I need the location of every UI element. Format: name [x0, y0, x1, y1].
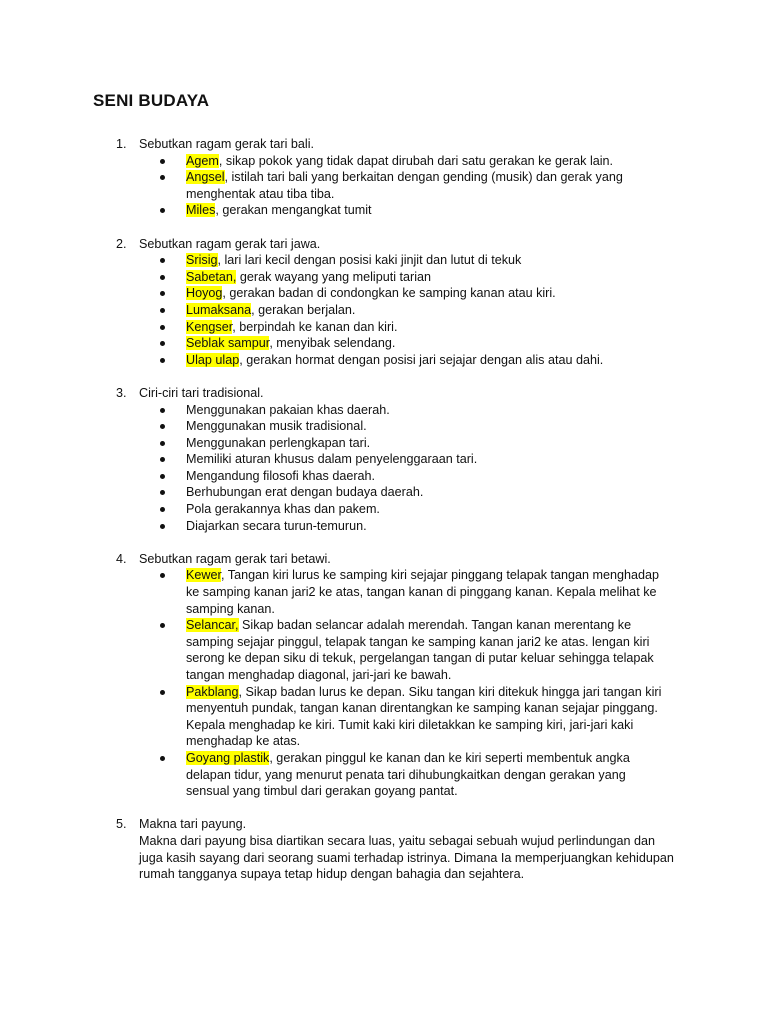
- bullet-item: [0, 269, 670, 286]
- bullet-text: , gerakan badan di condongkan ke samping kanan atau kiri.: [222, 286, 556, 301]
- highlighted-term: Selancar,: [186, 618, 239, 633]
- question-section: [0, 551, 768, 800]
- bullet-text: Menggunakan perlengkapan tari.: [186, 435, 371, 450]
- bullet-item: [0, 302, 670, 319]
- bullet-item: [0, 468, 670, 485]
- bullet-text: Menggunakan pakaian khas daerah.: [186, 402, 390, 417]
- answer-paragraph: Makna dari payung bisa diartikan secara luas, yaitu sebagai sebuah wujud perlindungan dan juga kasih sayang dari seorang suami terhadap istrinya. Dimana Ia memperjuangkan kehidupan rumah tangganya supaya tetap hidup dengan bahagia dan sejahtera.: [139, 833, 674, 882]
- bullet-item: [0, 567, 670, 617]
- bullet-text: , Tangan kiri lurus ke samping kiri sejajar pinggang telapak tangan menghadap ke samping kanan jari2 ke atas, tangan kanan di pinggang kanan. Kepala melihat ke samping kanan.: [186, 568, 660, 616]
- question-text: Makna tari payung.: [139, 817, 247, 832]
- bullet-text: , berpindah ke kanan dan kiri.: [232, 319, 398, 334]
- bullet-text: , gerakan berjalan.: [251, 302, 356, 317]
- bullet-item: [0, 153, 670, 170]
- question-line: [0, 385, 768, 402]
- bullet-list: [0, 402, 768, 535]
- bullet-text: , gerakan pinggul ke kanan dan ke kiri seperti membentuk angka delapan tidur, yang menurut penata tari dihubungkaitkan dengan gerakan yang sensual yang timbul dari gerakan goyang pantat.: [186, 750, 630, 799]
- highlighted-term: Hoyog: [186, 286, 223, 301]
- highlighted-term: Pakblang: [186, 684, 239, 699]
- bullet-text: Berhubungan erat dengan budaya daerah.: [186, 485, 424, 500]
- bullet-item: [0, 617, 670, 683]
- bullet-item: [0, 402, 670, 419]
- highlighted-term: Sabetan,: [186, 269, 237, 284]
- bullet-text: Menggunakan musik tradisional.: [186, 419, 367, 434]
- bullet-item: [0, 484, 670, 501]
- question-section: [0, 385, 768, 534]
- question-line: [0, 236, 768, 253]
- highlighted-term: Goyang plastik: [186, 750, 270, 765]
- question-text: Sebutkan ragam gerak tari betawi.: [139, 551, 331, 566]
- bullet-text: gerak wayang yang meliputi tarian: [236, 269, 432, 284]
- bullet-text: Diajarkan secara turun-temurun.: [186, 518, 367, 533]
- highlighted-term: Miles: [186, 203, 216, 218]
- bullet-item: [0, 252, 670, 269]
- bullet-item: [0, 169, 670, 202]
- question-text: Ciri-ciri tari tradisional.: [139, 385, 264, 400]
- bullet-text: Pola gerakannya khas dan pakem.: [186, 502, 380, 517]
- question-section: [0, 136, 768, 219]
- bullet-text: , gerakan mengangkat tumit: [215, 203, 372, 218]
- bullet-text: , sikap pokok yang tidak dapat dirubah dari satu gerakan ke gerak lain.: [218, 153, 614, 168]
- bullet-list: [0, 567, 768, 799]
- bullet-item: [0, 418, 670, 435]
- highlighted-term: Agem: [186, 153, 219, 168]
- question-number: 2.: [116, 236, 127, 251]
- question-text: Sebutkan ragam gerak tari jawa.: [139, 236, 321, 251]
- question-number: 1.: [116, 137, 127, 151]
- question-number: 5.: [116, 817, 127, 832]
- question-line: [0, 136, 768, 153]
- bullet-text: , lari lari kecil dengan posisi kaki jinjit dan lutut di tekuk: [217, 253, 522, 268]
- bullet-item: [0, 335, 670, 352]
- bullet-text: , istilah tari bali yang berkaitan dengan gending (musik) dan gerak yang menghentak atau tiba tiba.: [186, 170, 623, 201]
- bullet-item: [0, 319, 670, 336]
- question-section: [0, 236, 768, 369]
- highlighted-term: Ulap ulap: [186, 352, 240, 367]
- highlighted-term: Srisig: [186, 253, 218, 268]
- bullet-item: [0, 501, 670, 518]
- bullet-item: [0, 435, 670, 452]
- question-text: Sebutkan ragam gerak tari bali.: [139, 137, 315, 151]
- document-body: [0, 136, 768, 883]
- bullet-item: [0, 451, 670, 468]
- bullet-list: [0, 153, 768, 219]
- bullet-text: , Sikap badan lurus ke depan. Siku tangan kiri ditekuk hingga jari tangan kiri menyentuh pundak, tangan kanan direntangkan ke samping kanan sejajar pinggang. Kepala menghadap ke kiri. Tumit kaki kiri diletakkan ke samping kiri, jari-jari kaki menghadap ke atas.: [186, 684, 662, 749]
- bullet-item: [0, 352, 670, 369]
- bullet-text: , menyibak selendang.: [269, 336, 396, 351]
- question-section: [0, 816, 768, 882]
- page-title: SENI BUDAYA: [93, 91, 210, 110]
- highlighted-term: Angsel: [186, 170, 225, 185]
- bullet-item: [0, 750, 670, 800]
- bullet-text: Mengandung filosofi khas daerah.: [186, 468, 376, 483]
- bullet-item: [0, 285, 670, 302]
- bullet-item: [0, 202, 670, 219]
- bullet-item: [0, 518, 670, 535]
- bullet-list: [0, 252, 768, 368]
- question-number: 4.: [116, 551, 127, 566]
- highlighted-term: Seblak sampur: [186, 336, 270, 351]
- highlighted-term: Kengser: [186, 319, 233, 334]
- bullet-text: , gerakan hormat dengan posisi jari sejajar dengan alis atau dahi.: [239, 352, 604, 367]
- highlighted-term: Kewer: [186, 568, 222, 583]
- highlighted-term: Lumaksana: [186, 302, 252, 317]
- bullet-text: Sikap badan selancar adalah merendah. Tangan kanan merentang ke samping sejajar pinggul, telapak tangan ke samping kanan jari2 ke atas. lengan kiri serong ke depan siku di tekuk, pergelangan tangan di putar keluar sehingga telapak tangan menghadap diagonal, jari-jari ke bawah.: [186, 618, 654, 682]
- bullet-text: Memiliki aturan khusus dalam penyelenggaraan tari.: [186, 452, 478, 467]
- question-line: [0, 816, 768, 833]
- question-line: [0, 551, 768, 568]
- bullet-item: [0, 684, 670, 750]
- question-number: 3.: [116, 385, 127, 400]
